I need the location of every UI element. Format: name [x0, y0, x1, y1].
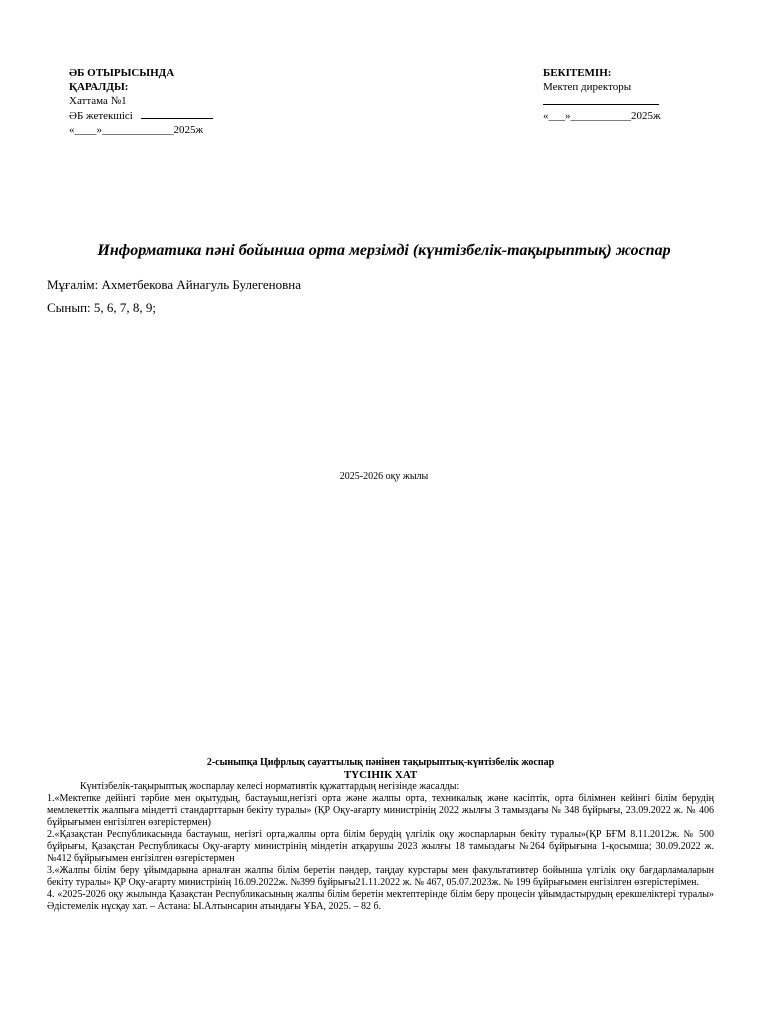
document-title: Информатика пәні бойынша орта мерзімді (күнтізбелік-тақырыптық) жоспар	[97, 242, 671, 259]
explanatory-note	[47, 757, 714, 913]
head-label: ӘБ жетекшісі	[69, 110, 133, 122]
head-signature-underline	[141, 108, 213, 119]
note-heading: ТҮСІНІК ХАТ	[343, 769, 418, 781]
note-item-4: 4. «2025-2026 оқу жылында Қазақстан Республикасының жалпы білім беретін мектептерінде білім беру процесін ұйымдастырудың ерекшеліктері туралы» Әдістемелік нұсқау хат. – Астана: Ы.Алтынсарин атындағы ҰБА, 2025. – 82 б.	[47, 889, 714, 912]
approve-date: «___»___________2025ж	[543, 110, 661, 122]
grades-list: Сынып: 5, 6, 7, 8, 9;	[47, 300, 157, 315]
protocol-number: Хаттама №1	[69, 95, 127, 107]
approve-heading: БЕКІТЕМІН:	[543, 67, 612, 79]
note-intro: Күнтізбелік-тақырыптық жоспарлау келесі нормативтік құжаттардың негізінде жасалды:	[80, 781, 460, 792]
approve-block	[543, 66, 661, 123]
director-signature-line	[543, 94, 661, 109]
academic-year: 2025-2026 оқу жылы	[339, 471, 429, 482]
plan-subtitle: 2-сыныпқа Цифрлық сауаттылық пәнінен тақырыптық-күнтізбелік жоспар	[206, 757, 555, 768]
note-item-1: 1.«Мектепке дейінгі тәрбие мен оқытудың, бастауыш,негізгі орта және жалпы орта, техникалық және кәсіптік, орта білімнен кейінгі білім берудің мемлекеттік жалпыға міндетті стандарттарын бекіту туралы» (ҚР Оқу-ағарту министрінің 2022 жылғы 3 тамыздағы № 348 бұйрығы, 23.09.2022 ж. № 406 бұйрығымен енгізілген өзгерістермен)	[47, 793, 714, 828]
director-role: Мектеп директоры	[543, 81, 632, 93]
review-heading-2: ҚАРАЛДЫ:	[69, 81, 129, 93]
head-signature-line	[69, 108, 213, 123]
director-signature-underline	[543, 94, 659, 105]
note-item-3: 3.«Жалпы білім беру ұйымдарына арналған жалпы білім беретін пәндер, таңдау курстары мен факультативтер бойынша үлгілік оқу бағдарламаларын бекіту туралы» ҚР Оқу-ағарту министрінің 16.09.2022ж. №399 бұйрығы21.11.2022 ж. № 467, 05.07.2023ж. № 199 бұйрығымен енгізілген өзгерістерімен.	[47, 865, 714, 888]
review-date: «____»_____________2025ж	[69, 124, 204, 136]
note-item-2: 2.«Қазақстан Республикасында бастауыш, негізгі орта,жалпы орта білім берудің үлгілік оқу жоспарларын бекіту туралы»(ҚР БҒМ 8.11.2012ж. № 500 бұйрығы, Қазақстан Республикасы Оқу-ағарту министрінің міндетін атқарушы 2023 жылғы 18 тамыздағы №264 бұйрығына 1-қосымша; 30.09.2022 ж. №412 бұйрығымен енгізілген өзгерістермен	[47, 829, 714, 864]
review-block	[69, 66, 213, 137]
teacher-name: Мұғалім: Ахметбекова Айнагуль Булегеновна	[47, 277, 301, 292]
review-heading-1: ӘБ ОТЫРЫСЫНДА	[69, 67, 175, 79]
